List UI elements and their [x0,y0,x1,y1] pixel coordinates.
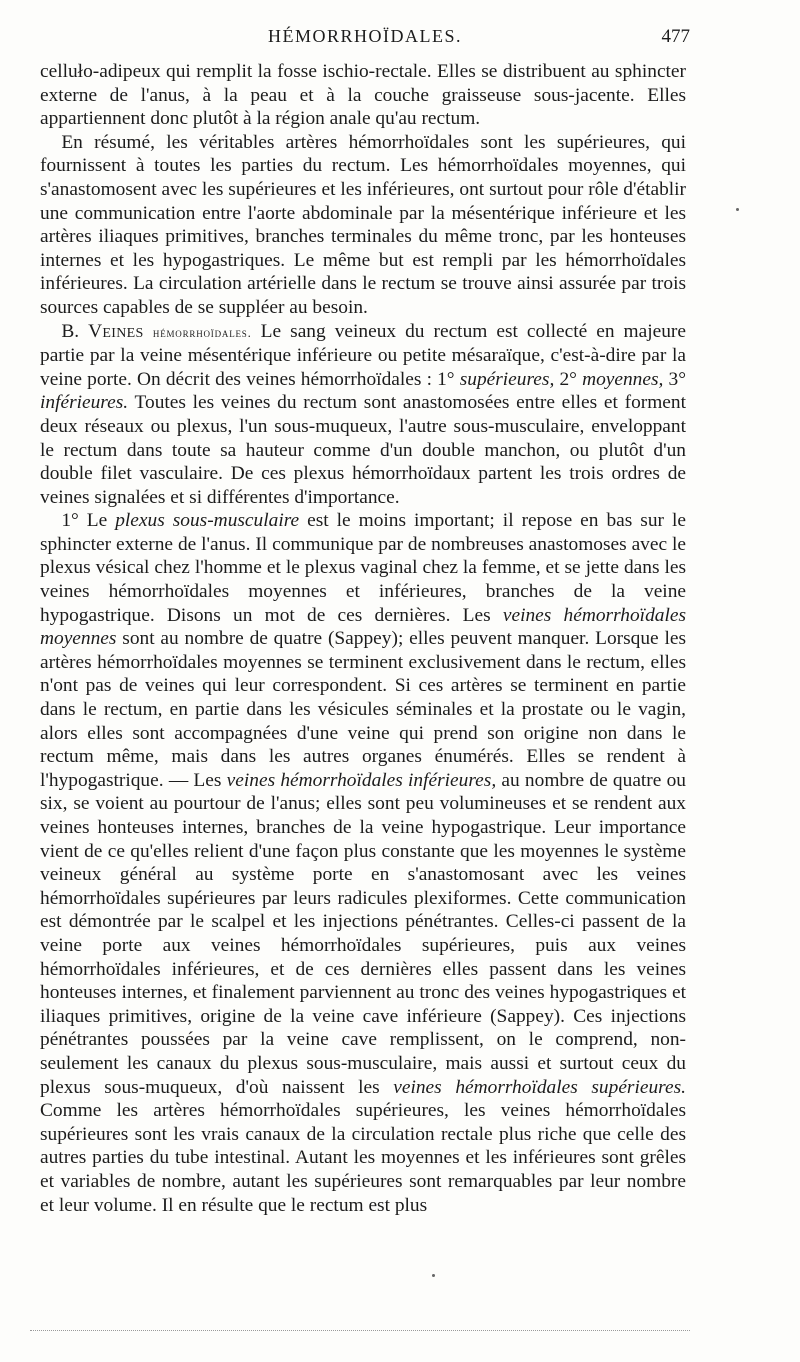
section-heading: Veines [88,320,153,342]
paragraph-continuation: celluło-adipeux qui remplit la fosse ischio-rectale. Elles se distribuent au sphincter externe de l'anus, à la peau et à la couche graisseuse sous-jacente. Elles appartiennent donc plutôt à la région anale qu'au rectum. [40,61,686,130]
italic-term: moyennes, [582,368,664,390]
text-run: Comme les artères hémorrhoïdales supérieures, les veines hémorrhoïdales supérieures sont les vrais canaux de la circulation rectale plus riche que celle des autres parties du tube intestinal. Autant les moyennes et les inférieures sont grêles et variables de nombre, autant les supérieures sont remarquables par leur nombre et leur volume. Il en résulte que le rectum est plus [40,1100,686,1216]
page-number: 477 [661,26,690,47]
text-run: 1° Le [61,510,116,532]
section-heading-small: hémorrhoïdales. [152,324,252,340]
italic-term: veines hémorrhoïdales moyennes [40,604,686,650]
italic-term: veines hémorrhoïdales supérieures. [393,1076,686,1098]
text-run: Toutes les veines du rectum sont anastomosées entre elles et forment deux réseaux ou plexus, l'un sous-muqueux, l'autre sous-musculaire, enveloppant le rectum dans toute sa hauteur comme d'un double manchon, ou plutôt d'un double filet vasculaire. De ces plexus hémorrhoïdaux partent les trois ordres de veines signalées et si différentes d'importance. [40,392,686,508]
running-head: HÉMORRHOÏDALES. [267,26,462,46]
section-number: B. [61,320,89,342]
text-run: au nombre de quatre ou six, se voient au pourtour de l'anus; elles sont peu volumineuses et se rendent aux veines honteuses internes, branches de la veine hypogastrique. Leur importance vient de ce qu'elles relient d'une façon plus constante que les moyennes le système veineux général au système porte en s'anastomosant avec les veines hémorrhoïdales supérieures par leurs radicules plexiformes. Cette communication est démontrée par le scalpel et les injections pénétrantes. Celles-ci passent de la veine porte aux veines hémorrhoïdales supérieures, puis aux veines hémorrhoïdales inférieures, et de ces dernières elles passent dans les veines honteuses internes, et finalement parviennent au tronc des veines hypogastriques et iliaques primitives, origine de la veine cave inférieure (Sappey). Ces injections pénétrantes poussées par la veine cave remplissent, on le comprend, non-seulement les canaux du plexus sous-musculaire, mais aussi et surtout ceux du plexus sous-muqueux, d'où naissent les [40,769,686,1098]
italic-term: veines hémorrhoïdales inférieures, [226,769,497,791]
text-run: est le moins important; il repose en bas sur le sphincter externe de l'anus. Il communique par de nombreuses anastomoses avec le plexus vésical chez l'homme et le plexus vaginal chez la femme, et se jette dans les veines hémorrhoïdales moyennes et inférieures, branches de la veine hypogastrique. Disons un mot de ces dernières. Les [40,510,686,626]
italic-term: plexus sous-musculaire [115,510,300,532]
text-run: 2° [554,368,583,390]
body-text [40,60,686,1217]
scan-speck [432,1274,435,1277]
page-header [40,26,690,56]
paragraph-veines [40,320,686,510]
scan-speck [736,208,739,211]
text-run: 3° [663,368,686,390]
text-run: sont au nombre de quatre (Sappey); elles peuvent manquer. Lorsque les artères hémorrhoïdales moyennes se terminent exclusivement dans le rectum, elles n'ont pas de veines qui leur correspondent. Si ces artères se terminent en partie dans le rectum, en partie dans les vésicules séminales et la prostate ou le vagin, alors elles sont accompagnées d'une veine qui prend son origine non dans le rectum même, mais dans les autres organes énumérés. Elles se rendent à l'hypogastrique. — Les [40,628,686,791]
italic-term: inférieures. [40,392,129,414]
text-run: Le sang veineux du rectum est collecté en majeure partie par la veine mésentérique inférieure ou petite mésaraïque, c'est-à-dire par la veine porte. On décrit des veines hémorrhoïdales : 1° [40,320,686,390]
paragraph-plexus [40,509,686,1217]
italic-term: supérieures, [459,368,555,390]
paragraph-summary: En résumé, les véritables artères hémorrhoïdales sont les supérieures, qui fournissent à toutes les parties du rectum. Les hémorrhoïdales moyennes, qui s'anastomosent avec les supérieures et les inférieures, ont surtout pour rôle d'établir une communication entre l'aorte abdominale par la mésentérique inférieure et les artères iliaques primitives, branches terminales du même tronc, par les honteuses internes et les hypogastriques. Le même but est rempli par les hémorrhoïdales inférieures. La circulation artérielle dans le rectum se trouve ainsi assurée par trois sources capables de se suppléer au besoin. [40,131,686,318]
scan-footer-artifact [30,1330,690,1333]
